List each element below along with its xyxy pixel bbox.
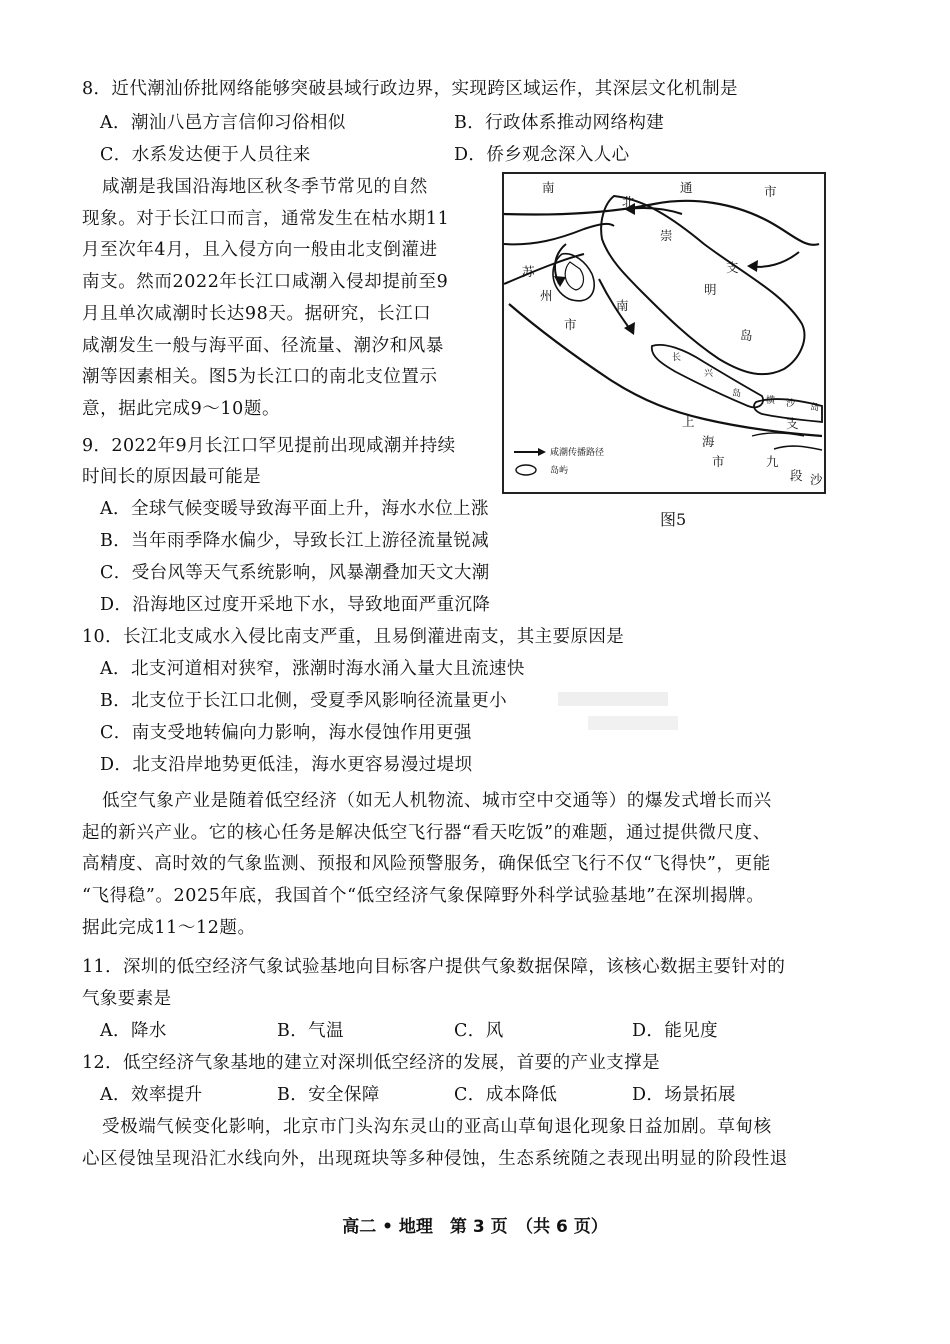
passage-saltwater-line: 现象。对于长江口而言，通常发生在枯水期11 bbox=[82, 208, 450, 229]
label-shang: 上 bbox=[682, 414, 695, 429]
q10-option-c[interactable]: C．南支受地转偏向力影响，海水侵蚀作用更强 bbox=[100, 723, 472, 743]
label-nan-branch: 南 bbox=[616, 298, 629, 313]
q10-option-a[interactable]: A．北支河道相对狭窄，涨潮时海水涌入量大且流速快 bbox=[100, 659, 525, 679]
passage-saltwater-line: 咸潮发生一般与海平面、径流量、潮汐和风暴 bbox=[82, 335, 444, 356]
label-ming: 明 bbox=[704, 282, 717, 297]
label-zhou: 州 bbox=[540, 288, 553, 303]
q9-option-c[interactable]: C．受台风等天气系统影响，风暴潮叠加天文大潮 bbox=[100, 563, 490, 583]
legend-island-icon bbox=[516, 465, 536, 475]
label-bei: 北 bbox=[622, 194, 635, 209]
label-zhi-north: 支 bbox=[726, 260, 739, 275]
q8-option-c[interactable]: C．水系发达便于人员往来 bbox=[100, 145, 311, 165]
passage-alpine-line: 心区侵蚀呈现沿汇水线向外，出现斑块等多种侵蚀，生态系统随之表现出明显的阶段性退 bbox=[82, 1148, 788, 1169]
q11-stem-line2: 气象要素是 bbox=[82, 989, 172, 1009]
q8-option-d[interactable]: D．侨乡观念深入人心 bbox=[454, 145, 630, 165]
label-dao-changxing: 岛 bbox=[732, 389, 742, 399]
q8-stem: 8．近代潮汕侨批网络能够突破县域行政边界，实现跨区域运作，其深层文化机制是 bbox=[82, 79, 738, 99]
label-shi-shanghai: 市 bbox=[712, 454, 725, 469]
label-dao-hengsha: 岛 bbox=[810, 403, 820, 413]
label-chang: 长 bbox=[672, 353, 682, 363]
q10-option-d[interactable]: D．北支沿岸地势更低洼，海水更容易漫过堤坝 bbox=[100, 755, 473, 775]
legend-arrow-icon bbox=[538, 448, 546, 456]
label-hai: 海 bbox=[702, 434, 715, 449]
legend-island-label: 岛屿 bbox=[550, 466, 569, 476]
q9-option-b[interactable]: B．当年雨季降水偏少，导致长江上游径流量锐减 bbox=[100, 531, 490, 551]
label-sha-jiuduan: 沙 bbox=[810, 472, 823, 487]
label-duan: 段 bbox=[790, 468, 803, 483]
q8-option-b[interactable]: B．行政体系推动网络构建 bbox=[454, 113, 665, 133]
passage-alpine bbox=[82, 1112, 872, 1175]
page-footer: 高二 • 地理 第 3 页 （共 6 页） bbox=[342, 1217, 608, 1237]
label-sha-hengsha: 沙 bbox=[786, 399, 796, 409]
passage-saltwater-line: 月至次年4月，且入侵方向一般由北支倒灌进 bbox=[82, 240, 438, 261]
label-su: 苏 bbox=[522, 264, 535, 279]
label-tong: 通 bbox=[680, 180, 693, 195]
figure-5-caption: 图5 bbox=[660, 510, 687, 529]
q12-option-a[interactable]: A．效率提升 bbox=[100, 1085, 203, 1105]
label-chong: 崇 bbox=[660, 228, 673, 243]
q12-option-b[interactable]: B．安全保障 bbox=[277, 1085, 380, 1105]
q12-stem: 12．低空经济气象基地的建立对深圳低空经济的发展，首要的产业支撑是 bbox=[82, 1053, 660, 1073]
label-xing: 兴 bbox=[704, 369, 714, 379]
passage-lowaltitude-line: “飞得稳”。2025年底，我国首个“低空经济气象保障野外科学试验基地”在深圳揭牌。 bbox=[82, 886, 765, 907]
passage-saltwater-line: 咸潮是我国沿海地区秋冬季节常见的自然 bbox=[102, 177, 428, 197]
label-nan: 南 bbox=[542, 180, 555, 195]
label-dao-chongming: 岛 bbox=[740, 328, 753, 343]
passage-lowaltitude-line: 低空气象产业是随着低空经济（如无人机物流、城市空中交通等）的爆发式增长而兴 bbox=[102, 791, 772, 811]
yangtze-estuary-map bbox=[504, 174, 824, 492]
passage-saltwater-line: 意，据此完成9～10题。 bbox=[82, 398, 281, 419]
q11-stem-line1: 11．深圳的低空经济气象试验基地向目标客户提供气象数据保障，该核心数据主要针对的 bbox=[82, 957, 786, 977]
q11-option-d[interactable]: D．能见度 bbox=[632, 1021, 719, 1041]
q12-option-d[interactable]: D．场景拓展 bbox=[632, 1085, 736, 1105]
q10-stem: 10．长江北支咸水入侵比南支严重，且易倒灌进南支，其主要原因是 bbox=[82, 627, 625, 647]
label-heng: 横 bbox=[766, 396, 776, 406]
passage-lowaltitude bbox=[82, 786, 872, 945]
passage-lowaltitude-line: 高精度、高时效的气象监测、预报和风险预警服务，确保低空飞行不仅“飞得快”，更能 bbox=[82, 854, 771, 875]
q9-stem-line2: 时间长的原因最可能是 bbox=[82, 467, 261, 487]
q11-option-a[interactable]: A．降水 bbox=[100, 1021, 167, 1041]
passage-saltwater-line: 月且单次咸潮时长达98天。据研究，长江口 bbox=[82, 303, 432, 324]
passage-saltwater-line: 潮等因素相关。图5为长江口的南北支位置示 bbox=[82, 367, 438, 388]
label-shi-suzhou: 市 bbox=[564, 317, 577, 332]
q10-option-b[interactable]: B．北支位于长江口北侧，受夏季风影响径流量更小 bbox=[100, 691, 508, 711]
figure-5-map bbox=[502, 172, 826, 494]
legend-path-label: 咸潮传播路径 bbox=[550, 448, 605, 458]
label-shi-nantong: 市 bbox=[764, 184, 777, 199]
q9-option-d[interactable]: D．沿海地区过度开采地下水，导致地面严重沉降 bbox=[100, 595, 491, 615]
passage-lowaltitude-line: 起的新兴产业。它的核心任务是解决低空飞行器“看天吃饭”的难题，通过提供微尺度、 bbox=[82, 822, 771, 843]
passage-alpine-line: 受极端气候变化影响，北京市门头沟东灵山的亚高山草甸退化现象日益加剧。草甸核 bbox=[102, 1117, 772, 1137]
passage-saltwater-line: 南支。然而2022年长江口咸潮入侵却提前至9 bbox=[82, 272, 449, 293]
q8-option-a[interactable]: A．潮汕八邑方言信仰习俗相似 bbox=[100, 113, 346, 133]
q12-option-c[interactable]: C．成本降低 bbox=[454, 1085, 558, 1105]
label-zhi-south: 支 bbox=[786, 416, 799, 431]
bleed-through-smudge bbox=[548, 688, 688, 738]
q11-option-b[interactable]: B．气温 bbox=[277, 1021, 344, 1041]
q9-option-a[interactable]: A．全球气候变暖导致海平面上升，海水水位上涨 bbox=[100, 499, 489, 519]
label-jiu: 九 bbox=[766, 454, 779, 469]
q11-option-c[interactable]: C．风 bbox=[454, 1021, 504, 1041]
passage-lowaltitude-line: 据此完成11～12题。 bbox=[82, 917, 256, 938]
q9-stem-line1: 9．2022年9月长江口罕见提前出现咸潮并持续 bbox=[82, 436, 456, 456]
passage-saltwater bbox=[82, 172, 460, 426]
